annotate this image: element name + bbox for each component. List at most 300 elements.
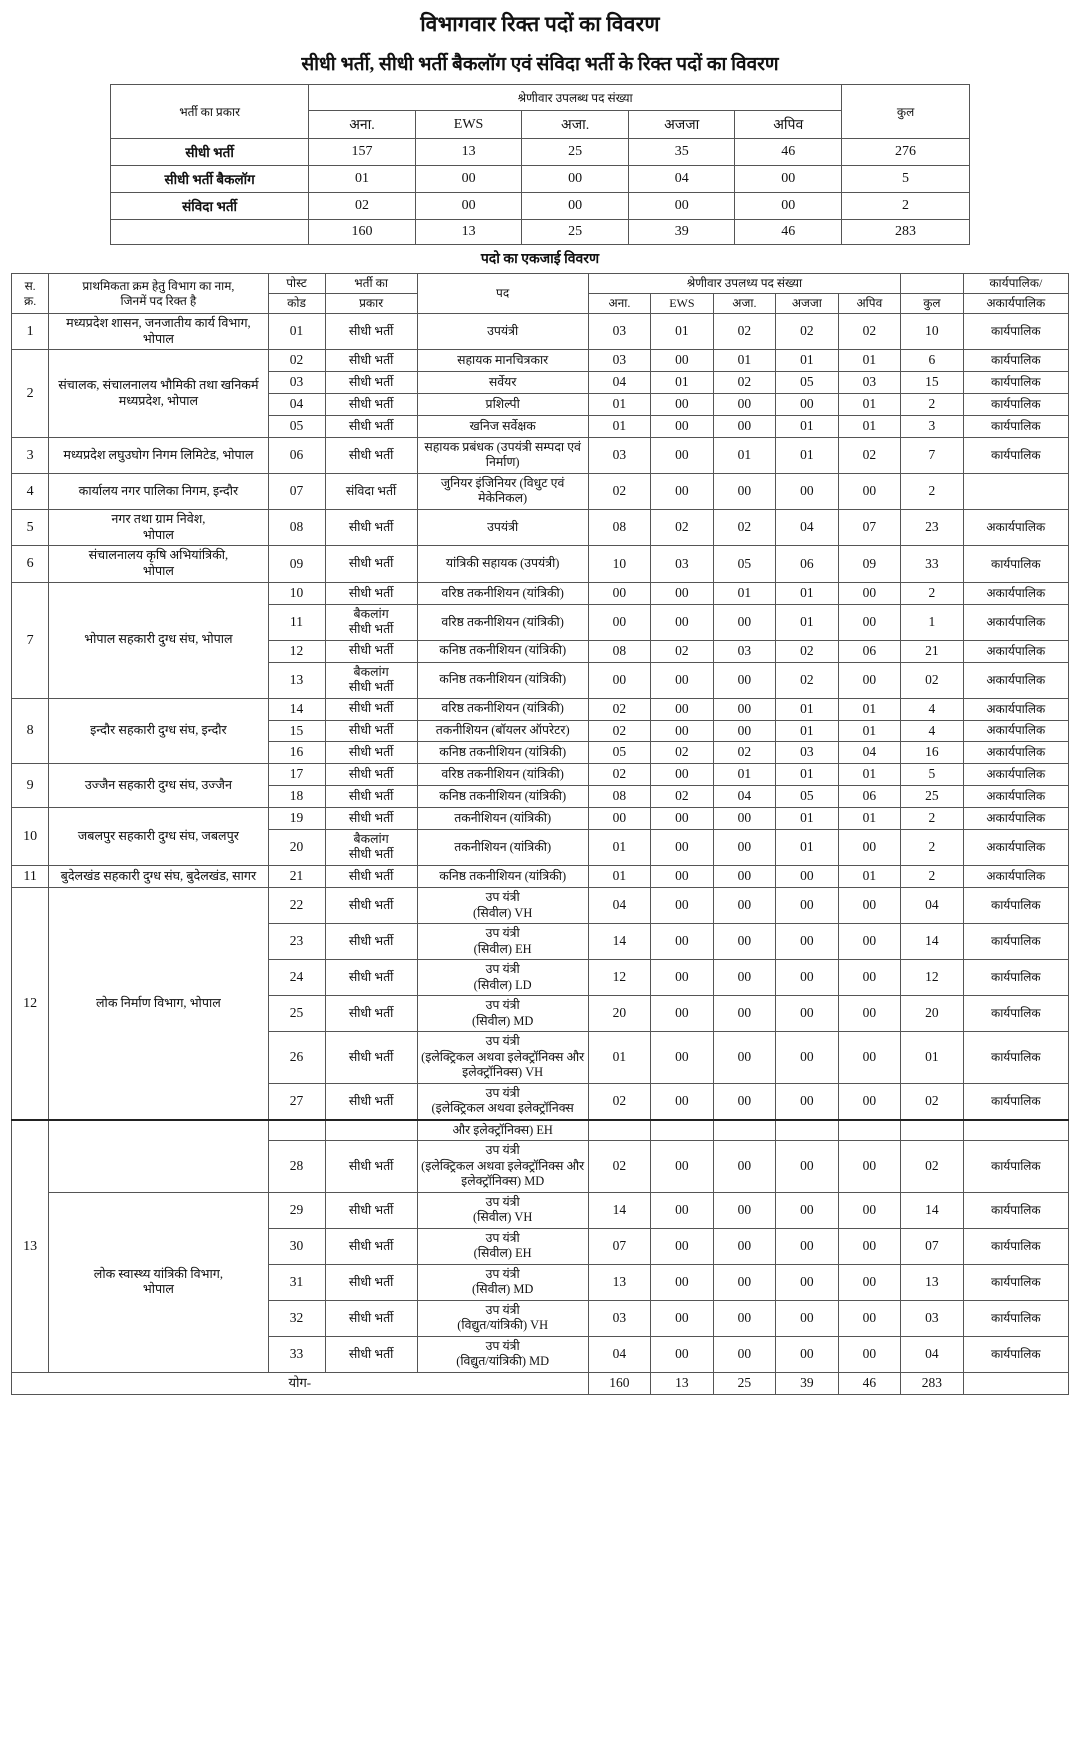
row-count-apiv: 00 xyxy=(838,1192,901,1228)
row-count-aja: 00 xyxy=(713,888,775,924)
row-executive-type: कार्यपालिक xyxy=(963,1192,1068,1228)
row-count-ews: 00 xyxy=(651,437,713,473)
row-post-code: 28 xyxy=(268,1141,325,1193)
total-row xyxy=(12,1372,1069,1394)
summary-header-row-1 xyxy=(111,85,970,111)
row-count-total: 04 xyxy=(901,1336,963,1372)
row-recruitment-type: सीधी भर्ती xyxy=(325,1264,417,1300)
detail-col-dept: प्राथमिकता क्रम हेतु विभाग का नाम, जिनमें पद रिक्त है xyxy=(49,274,268,314)
summary-cell: 00 xyxy=(735,193,842,220)
row-count-ajja: 01 xyxy=(776,437,838,473)
summary-cell: 160 xyxy=(309,220,416,245)
row-recruitment-type: सीधी भर्ती xyxy=(325,808,417,830)
row-count-apiv: 01 xyxy=(838,865,901,888)
total-count-aja: 25 xyxy=(713,1372,775,1394)
row-recruitment-type: सीधी भर्ती xyxy=(325,786,417,808)
row-executive-type: अकार्यपालिक xyxy=(963,786,1068,808)
row-executive-type: कार्यपालिक xyxy=(963,924,1068,960)
row-count-total: 2 xyxy=(901,829,963,865)
row-count-aja: 00 xyxy=(713,698,775,720)
row-count-ana: 03 xyxy=(588,1300,650,1336)
row-count-ana: 08 xyxy=(588,509,650,545)
row-count-total: 2 xyxy=(901,582,963,604)
row-count-apiv: 00 xyxy=(838,996,901,1032)
row-executive-type: कार्यपालिक xyxy=(963,350,1068,372)
row-count-ana: 10 xyxy=(588,546,650,582)
row-recruitment-type: सीधी भर्ती xyxy=(325,888,417,924)
detail-table-title: पदो का एकजाई विवरण xyxy=(480,252,600,267)
row-recruitment-type: बैकलांग सीधी भर्ती xyxy=(325,662,417,698)
row-recruitment-type: सीधी भर्ती xyxy=(325,865,417,888)
row-count-ana: 01 xyxy=(588,829,650,865)
row-count-ajja: 01 xyxy=(776,698,838,720)
row-count-aja: 04 xyxy=(713,786,775,808)
row-count-ajja: 00 xyxy=(776,1228,838,1264)
row-recruitment-type: सीधी भर्ती xyxy=(325,1228,417,1264)
row-count-ews: 00 xyxy=(651,996,713,1032)
row-count-ews: 00 xyxy=(651,416,713,438)
row-recruitment-type: सीधी भर्ती xyxy=(325,698,417,720)
table-row xyxy=(12,509,1069,545)
row-executive-type: कार्यपालिक xyxy=(963,996,1068,1032)
row-executive-type xyxy=(963,473,1068,509)
detail-col-postcode-2: कोड xyxy=(268,294,325,314)
row-count-ana: 02 xyxy=(588,1083,650,1120)
row-recruitment-type: सीधी भर्ती xyxy=(325,1083,417,1120)
row-count-apiv: 00 xyxy=(838,1032,901,1084)
summary-cell: 157 xyxy=(309,139,416,166)
row-count-ajja: 00 xyxy=(776,473,838,509)
detail-cat-aja: अजा. xyxy=(713,294,775,314)
row-count-ana: 03 xyxy=(588,314,650,350)
row-post-name: यांत्रिकी सहायक (उपयंत्री) xyxy=(417,546,588,582)
row-count-total: 21 xyxy=(901,640,963,662)
row-post-name: सहायक प्रबंधक (उपयंत्री सम्पदा एवं निर्माण) xyxy=(417,437,588,473)
row-post-code: 05 xyxy=(268,416,325,438)
row-count-aja: 00 xyxy=(713,604,775,640)
row-count-ews: 00 xyxy=(651,1300,713,1336)
row-post-code: 06 xyxy=(268,437,325,473)
row-count-apiv: 00 xyxy=(838,1336,901,1372)
row-count-ajja: 04 xyxy=(776,509,838,545)
row-count-ana: 08 xyxy=(588,640,650,662)
row-count-aja: 00 xyxy=(713,1032,775,1084)
summary-col-type: भर्ती का प्रकार xyxy=(111,85,309,139)
row-count-aja: 02 xyxy=(713,509,775,545)
total-count-kul: 283 xyxy=(901,1372,963,1394)
detail-col-recruit-type-2: प्रकार xyxy=(325,294,417,314)
row-count-ews: 03 xyxy=(651,546,713,582)
row-count-ana xyxy=(588,1120,650,1141)
summary-row-label: सीधी भर्ती xyxy=(111,139,309,166)
summary-cell: 02 xyxy=(309,193,416,220)
row-count-ajja: 01 xyxy=(776,720,838,742)
row-count-apiv: 06 xyxy=(838,640,901,662)
row-count-ajja: 00 xyxy=(776,1083,838,1120)
row-count-total: 15 xyxy=(901,372,963,394)
row-post-name: तकनीशियन (यांत्रिकी) xyxy=(417,829,588,865)
summary-col-total: कुल xyxy=(842,85,970,139)
row-count-ajja: 00 xyxy=(776,1032,838,1084)
row-count-ajja: 02 xyxy=(776,662,838,698)
row-count-aja xyxy=(713,1120,775,1141)
row-count-apiv: 01 xyxy=(838,720,901,742)
row-recruitment-type: बैकलांग सीधी भर्ती xyxy=(325,829,417,865)
row-count-aja: 00 xyxy=(713,865,775,888)
row-count-ews: 00 xyxy=(651,1228,713,1264)
page-title-sub: सीधी भर्ती, सीधी भर्ती बैकलॉग एवं संविदा भर्ती के रिक्त पदों का विवरण xyxy=(301,54,779,75)
row-count-ajja: 01 xyxy=(776,350,838,372)
row-count-ana: 00 xyxy=(588,582,650,604)
row-department-name: कार्यालय नगर पालिका निगम, इन्दौर xyxy=(49,473,268,509)
row-executive-type: कार्यपालिक xyxy=(963,1336,1068,1372)
row-post-name: उप यंत्री (सिवील) VH xyxy=(417,888,588,924)
row-executive-type: कार्यपालिक xyxy=(963,888,1068,924)
row-count-total: 23 xyxy=(901,509,963,545)
row-executive-type: कार्यपालिक xyxy=(963,1264,1068,1300)
row-count-ana: 12 xyxy=(588,960,650,996)
summary-cell: 25 xyxy=(522,139,629,166)
row-post-name: उप यंत्री (इलेक्ट्रिकल अथवा इलेक्ट्रॉनिक्स और इलेक्ट्रॉनिक्स) MD xyxy=(417,1141,588,1193)
row-count-aja: 00 xyxy=(713,720,775,742)
summary-row-total: 2 xyxy=(842,193,970,220)
row-count-ajja: 01 xyxy=(776,582,838,604)
row-post-name: उपयंत्री xyxy=(417,314,588,350)
row-count-aja: 01 xyxy=(713,350,775,372)
row-count-ews: 00 xyxy=(651,720,713,742)
row-count-apiv: 00 xyxy=(838,829,901,865)
table-row xyxy=(12,350,1069,372)
row-count-aja: 00 xyxy=(713,1264,775,1300)
row-executive-type: अकार्यपालिक xyxy=(963,582,1068,604)
row-executive-type: अकार्यपालिक xyxy=(963,698,1068,720)
row-count-aja: 03 xyxy=(713,640,775,662)
row-count-ews: 00 xyxy=(651,698,713,720)
row-count-total: 2 xyxy=(901,808,963,830)
row-recruitment-type: सीधी भर्ती xyxy=(325,996,417,1032)
row-post-code: 07 xyxy=(268,473,325,509)
row-count-apiv: 00 xyxy=(838,1300,901,1336)
row-serial-number: 2 xyxy=(12,350,49,438)
row-count-total: 2 xyxy=(901,865,963,888)
row-serial-number: 10 xyxy=(12,808,49,866)
row-count-ana: 04 xyxy=(588,372,650,394)
total-row-label: योग- xyxy=(12,1372,589,1394)
row-count-aja: 00 xyxy=(713,416,775,438)
row-recruitment-type: सीधी भर्ती xyxy=(325,924,417,960)
detail-col-post: पद xyxy=(417,274,588,314)
row-count-apiv: 00 xyxy=(838,1141,901,1193)
row-serial-number: 1 xyxy=(12,314,49,350)
row-count-ana: 02 xyxy=(588,720,650,742)
row-serial-number: 4 xyxy=(12,473,49,509)
row-executive-type: अकार्यपालिक xyxy=(963,662,1068,698)
row-post-code: 32 xyxy=(268,1300,325,1336)
row-post-code: 24 xyxy=(268,960,325,996)
row-count-apiv: 03 xyxy=(838,372,901,394)
row-count-total: 02 xyxy=(901,1083,963,1120)
detail-col-group: श्रेणीवार उपलध्य पद संख्या xyxy=(588,274,900,294)
row-department-name: नगर तथा ग्राम निवेश, भोपाल xyxy=(49,509,268,545)
row-serial-number: 3 xyxy=(12,437,49,473)
detail-col-exec-2: अकार्यपालिक xyxy=(963,294,1068,314)
summary-category-header: अना. xyxy=(309,111,416,139)
row-count-aja: 00 xyxy=(713,473,775,509)
row-count-total: 2 xyxy=(901,473,963,509)
row-count-ajja: 00 xyxy=(776,996,838,1032)
row-count-apiv: 09 xyxy=(838,546,901,582)
row-serial-number: 11 xyxy=(12,865,49,888)
row-count-ews: 00 xyxy=(651,865,713,888)
row-count-aja: 00 xyxy=(713,996,775,1032)
summary-cell: 35 xyxy=(628,139,735,166)
row-recruitment-type: सीधी भर्ती xyxy=(325,437,417,473)
row-count-total: 02 xyxy=(901,662,963,698)
row-department-name: मध्यप्रदेश लघुउघोग निगम लिमिटेड, भोपाल xyxy=(49,437,268,473)
table-row xyxy=(12,437,1069,473)
row-count-ana: 00 xyxy=(588,662,650,698)
row-count-ews: 00 xyxy=(651,662,713,698)
row-department-name: लोक निर्माण विभाग, भोपाल xyxy=(49,888,268,1120)
summary-cell: 13 xyxy=(415,139,522,166)
table-row xyxy=(12,808,1069,830)
detail-col-kul-blank xyxy=(901,274,963,294)
row-executive-type: अकार्यपालिक xyxy=(963,808,1068,830)
row-count-ews: 00 xyxy=(651,1032,713,1084)
row-post-code: 10 xyxy=(268,582,325,604)
row-count-ews: 00 xyxy=(651,764,713,786)
row-count-aja: 01 xyxy=(713,437,775,473)
row-count-total xyxy=(901,1120,963,1141)
row-post-code: 15 xyxy=(268,720,325,742)
row-count-ajja: 00 xyxy=(776,865,838,888)
row-serial-number: 12 xyxy=(12,888,49,1120)
row-recruitment-type: सीधी भर्ती xyxy=(325,1300,417,1336)
row-count-apiv: 01 xyxy=(838,416,901,438)
row-count-aja: 00 xyxy=(713,394,775,416)
row-executive-type: कार्यपालिक xyxy=(963,372,1068,394)
detail-col-recruit-type: भर्ती का xyxy=(325,274,417,294)
row-count-ajja: 05 xyxy=(776,372,838,394)
row-post-code: 21 xyxy=(268,865,325,888)
row-count-aja: 00 xyxy=(713,829,775,865)
row-count-apiv: 00 xyxy=(838,662,901,698)
row-count-ews: 02 xyxy=(651,786,713,808)
summary-cell: 00 xyxy=(522,166,629,193)
summary-cell: 01 xyxy=(309,166,416,193)
row-post-name: कनिष्ठ तकनीशियन (यांत्रिकी) xyxy=(417,640,588,662)
summary-row-label xyxy=(111,220,309,245)
row-executive-type: कार्यपालिक xyxy=(963,314,1068,350)
row-post-name: उप यंत्री (सिवील) MD xyxy=(417,996,588,1032)
row-post-code: 03 xyxy=(268,372,325,394)
row-count-ana: 01 xyxy=(588,865,650,888)
row-post-code: 08 xyxy=(268,509,325,545)
row-count-total: 2 xyxy=(901,394,963,416)
row-count-aja: 01 xyxy=(713,582,775,604)
total-count-ana: 160 xyxy=(588,1372,650,1394)
row-executive-type: कार्यपालिक xyxy=(963,394,1068,416)
summary-cell: 13 xyxy=(415,220,522,245)
row-count-total: 02 xyxy=(901,1141,963,1193)
row-count-aja: 00 xyxy=(713,1192,775,1228)
row-post-name: सहायक मानचित्रकार xyxy=(417,350,588,372)
table-row xyxy=(12,473,1069,509)
row-count-apiv: 01 xyxy=(838,350,901,372)
row-count-ajja: 01 xyxy=(776,764,838,786)
row-count-ajja: 01 xyxy=(776,829,838,865)
row-post-code: 22 xyxy=(268,888,325,924)
summary-cell: 00 xyxy=(415,166,522,193)
row-post-code: 17 xyxy=(268,764,325,786)
row-count-aja: 02 xyxy=(713,372,775,394)
row-executive-type: कार्यपालिक xyxy=(963,1228,1068,1264)
row-count-total: 3 xyxy=(901,416,963,438)
row-count-total: 03 xyxy=(901,1300,963,1336)
row-recruitment-type: संविदा भर्ती xyxy=(325,473,417,509)
row-executive-type: अकार्यपालिक xyxy=(963,829,1068,865)
detail-cat-ajja: अजजा xyxy=(776,294,838,314)
detail-cat-ews: EWS xyxy=(651,294,713,314)
table-row xyxy=(12,865,1069,888)
row-count-ana: 02 xyxy=(588,1141,650,1193)
row-executive-type: अकार्यपालिक xyxy=(963,720,1068,742)
row-post-name: खनिज सर्वेक्षक xyxy=(417,416,588,438)
row-post-name: वरिष्ठ तकनीशियन (यांत्रिकी) xyxy=(417,698,588,720)
row-recruitment-type: सीधी भर्ती xyxy=(325,1141,417,1193)
row-post-code: 23 xyxy=(268,924,325,960)
table-row xyxy=(12,1120,1069,1141)
row-count-total: 10 xyxy=(901,314,963,350)
row-department-name: उज्जैन सहकारी दुग्ध संघ, उज्जैन xyxy=(49,764,268,808)
row-serial-number: 6 xyxy=(12,546,49,582)
row-count-ajja: 03 xyxy=(776,742,838,764)
row-count-total: 07 xyxy=(901,1228,963,1264)
row-count-ajja: 01 xyxy=(776,808,838,830)
row-count-ana: 04 xyxy=(588,888,650,924)
detail-col-exec: कार्यपालिक/ xyxy=(963,274,1068,294)
summary-cell: 25 xyxy=(522,220,629,245)
row-count-aja: 01 xyxy=(713,764,775,786)
row-count-total: 6 xyxy=(901,350,963,372)
table-row xyxy=(12,314,1069,350)
row-count-ews: 00 xyxy=(651,1141,713,1193)
row-count-ews: 00 xyxy=(651,808,713,830)
table-row xyxy=(12,582,1069,604)
row-count-ews: 02 xyxy=(651,640,713,662)
row-executive-type: अकार्यपालिक xyxy=(963,742,1068,764)
row-count-ews: 00 xyxy=(651,829,713,865)
row-count-ana: 08 xyxy=(588,786,650,808)
row-recruitment-type xyxy=(325,1120,417,1141)
row-count-ews: 00 xyxy=(651,1336,713,1372)
row-count-apiv: 07 xyxy=(838,509,901,545)
row-count-total: 04 xyxy=(901,888,963,924)
row-count-ana: 20 xyxy=(588,996,650,1032)
row-count-total: 20 xyxy=(901,996,963,1032)
row-executive-type: अकार्यपालिक xyxy=(963,509,1068,545)
row-post-code: 09 xyxy=(268,546,325,582)
summary-row xyxy=(111,166,970,193)
row-count-apiv: 00 xyxy=(838,924,901,960)
row-count-ana: 04 xyxy=(588,1336,650,1372)
row-count-ews: 00 xyxy=(651,473,713,509)
row-count-aja: 00 xyxy=(713,1300,775,1336)
row-count-aja: 00 xyxy=(713,1083,775,1120)
row-count-aja: 00 xyxy=(713,1336,775,1372)
summary-category-header: EWS xyxy=(415,111,522,139)
row-count-ews: 00 xyxy=(651,582,713,604)
row-count-ana: 14 xyxy=(588,924,650,960)
row-count-total: 16 xyxy=(901,742,963,764)
row-post-code: 13 xyxy=(268,662,325,698)
detail-table-wrapper xyxy=(0,273,1080,1395)
detail-cat-kul: कुल xyxy=(901,294,963,314)
row-count-ana: 05 xyxy=(588,742,650,764)
row-executive-type: अकार्यपालिक xyxy=(963,764,1068,786)
row-executive-type: कार्यपालिक xyxy=(963,416,1068,438)
row-count-ews: 00 xyxy=(651,924,713,960)
row-count-apiv: 00 xyxy=(838,604,901,640)
row-post-name: उपयंत्री xyxy=(417,509,588,545)
table-row xyxy=(12,764,1069,786)
row-executive-type: कार्यपालिक xyxy=(963,437,1068,473)
row-count-total: 25 xyxy=(901,786,963,808)
summary-row xyxy=(111,193,970,220)
row-count-ews: 00 xyxy=(651,1192,713,1228)
row-count-ajja: 05 xyxy=(776,786,838,808)
row-count-aja: 02 xyxy=(713,742,775,764)
row-recruitment-type: सीधी भर्ती xyxy=(325,509,417,545)
row-post-code: 02 xyxy=(268,350,325,372)
row-count-ews: 01 xyxy=(651,372,713,394)
row-count-aja: 00 xyxy=(713,1228,775,1264)
row-count-ajja: 00 xyxy=(776,1300,838,1336)
row-count-ajja: 00 xyxy=(776,888,838,924)
row-count-ews: 02 xyxy=(651,742,713,764)
row-recruitment-type: सीधी भर्ती xyxy=(325,394,417,416)
row-executive-type: अकार्यपालिक xyxy=(963,865,1068,888)
row-count-aja: 00 xyxy=(713,924,775,960)
row-count-total: 33 xyxy=(901,546,963,582)
row-recruitment-type: सीधी भर्ती xyxy=(325,764,417,786)
row-post-name: तकनीशियन (यांत्रिकी) xyxy=(417,808,588,830)
summary-category-header: अजा. xyxy=(522,111,629,139)
row-post-code: 33 xyxy=(268,1336,325,1372)
row-count-ajja: 00 xyxy=(776,924,838,960)
row-count-ana: 13 xyxy=(588,1264,650,1300)
row-post-code: 04 xyxy=(268,394,325,416)
row-count-aja: 00 xyxy=(713,808,775,830)
row-post-code: 29 xyxy=(268,1192,325,1228)
summary-cell: 00 xyxy=(415,193,522,220)
row-recruitment-type: सीधी भर्ती xyxy=(325,960,417,996)
row-post-name: उप यंत्री (सिवील) VH xyxy=(417,1192,588,1228)
row-post-name: वरिष्ठ तकनीशियन (यांत्रिकी) xyxy=(417,604,588,640)
row-count-ews: 00 xyxy=(651,350,713,372)
summary-table-wrapper xyxy=(0,84,1080,245)
row-count-total: 7 xyxy=(901,437,963,473)
row-recruitment-type: बैकलांग सीधी भर्ती xyxy=(325,604,417,640)
row-count-apiv: 02 xyxy=(838,437,901,473)
row-count-apiv: 00 xyxy=(838,582,901,604)
row-count-ana: 01 xyxy=(588,1032,650,1084)
row-executive-type: कार्यपालिक xyxy=(963,1032,1068,1084)
detail-header-row-1 xyxy=(12,274,1069,294)
row-count-total: 01 xyxy=(901,1032,963,1084)
row-post-name: उप यंत्री (सिवील) EH xyxy=(417,924,588,960)
row-post-name: कनिष्ठ तकनीशियन (यांत्रिकी) xyxy=(417,662,588,698)
